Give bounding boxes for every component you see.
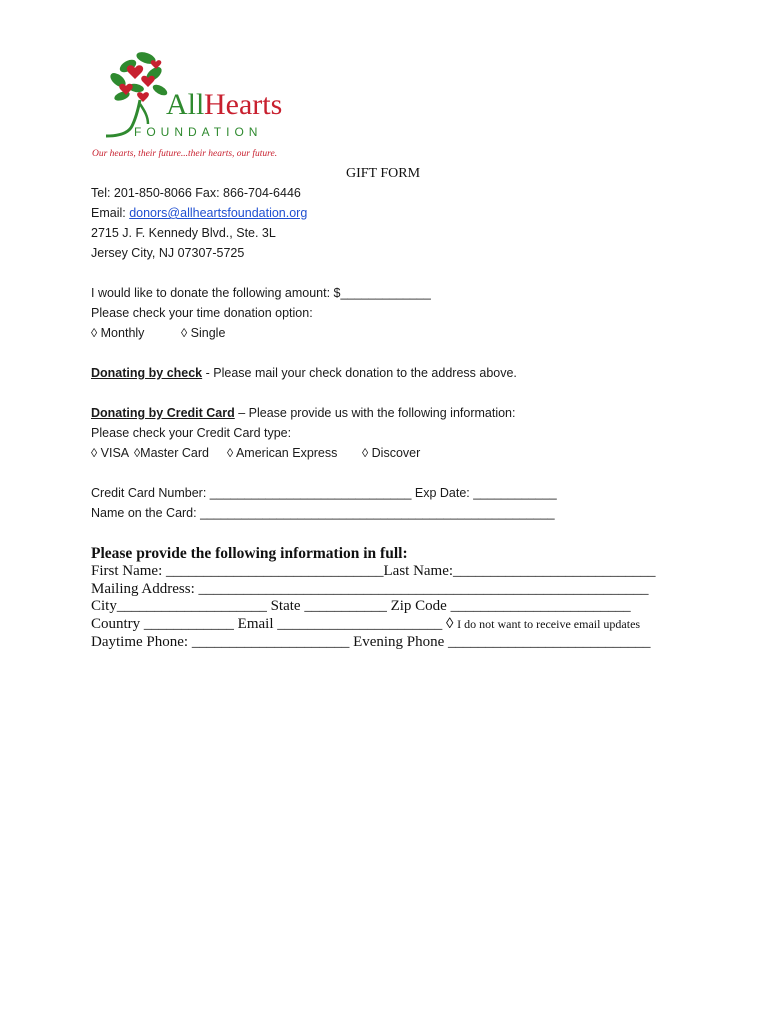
check-text: - Please mail your check donation to the address above. <box>202 366 517 380</box>
email-label: Email: <box>91 206 130 220</box>
time-option-prompt: Please check your time donation option: <box>91 306 313 320</box>
contact-phone: Tel: 201-850-8066 Fax: 866-704-6446 <box>91 186 301 200</box>
address-line-1: 2715 J. F. Kennedy Blvd., Ste. 3L <box>91 226 276 240</box>
country-email-line <box>91 616 640 633</box>
contact-email-row <box>91 206 307 220</box>
logo-name-hearts: Hearts <box>204 88 283 121</box>
phone-line[interactable]: Daytime Phone: _____________________ Evening Phone ___________________________ <box>91 634 651 650</box>
card-name-line[interactable]: Name on the Card: ___________________________________________________ <box>91 506 555 520</box>
card-number-line[interactable]: Credit Card Number: _____________________________ Exp Date: ____________ <box>91 486 557 500</box>
card-discover[interactable]: ◊ Discover <box>362 446 421 460</box>
address-line-2: Jersey City, NJ 07307-5725 <box>91 246 245 260</box>
country-email-fields[interactable]: Country ____________ Email ______________________ ◊ <box>91 616 458 632</box>
card-type-prompt: Please check your Credit Card type: <box>91 426 292 440</box>
credit-text: – Please provide us with the following information: <box>234 406 516 420</box>
credit-donation-row <box>91 406 515 420</box>
donation-amount-line: I would like to donate the following amount: $_____________ <box>91 286 431 300</box>
email-link[interactable]: donors@allheartsfoundation.org <box>129 206 308 220</box>
credit-label: Donating by Credit Card <box>91 406 235 420</box>
tree-hearts-icon <box>88 44 318 154</box>
email-optout-option[interactable]: I do not want to receive email updates <box>457 617 641 631</box>
page-title: GIFT FORM <box>346 166 421 181</box>
card-visa[interactable]: ◊ VISA <box>91 446 130 460</box>
logo-tagline: Our hearts, their future...their hearts, our future. <box>92 149 278 159</box>
mailing-address-line[interactable]: Mailing Address: ____________________________________________________________ <box>91 581 649 597</box>
city-state-zip-line[interactable]: City____________________ State ___________ Zip Code ________________________ <box>91 598 631 614</box>
option-single[interactable]: ◊ Single <box>181 326 226 340</box>
logo-foundation-text: FOUNDATION <box>134 125 263 139</box>
card-amex[interactable]: ◊ American Express <box>227 446 338 460</box>
check-label: Donating by check <box>91 366 203 380</box>
first-last-name-line[interactable]: First Name: _____________________________Last Name:___________________________ <box>91 563 656 579</box>
logo-name-all: All <box>166 88 205 121</box>
check-donation-row <box>91 366 517 380</box>
option-monthly[interactable]: ◊ Monthly <box>91 326 145 340</box>
card-mastercard[interactable]: ◊Master Card <box>134 446 209 460</box>
info-heading: Please provide the following information in full: <box>91 545 408 562</box>
